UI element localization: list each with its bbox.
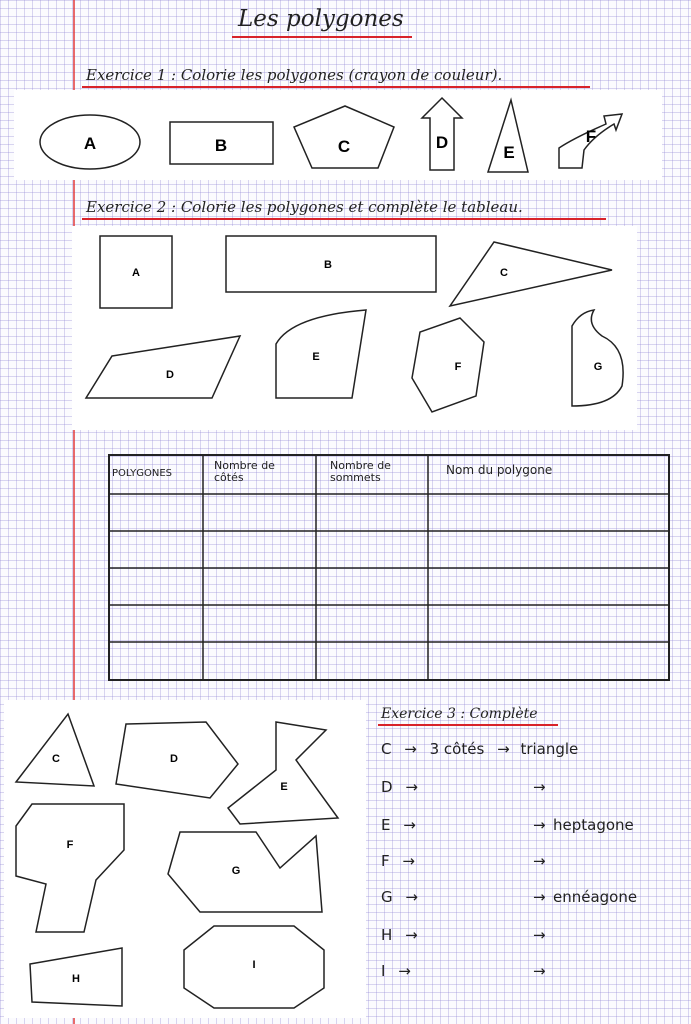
exercise3-shapes [4, 700, 366, 1018]
exercise1-title: Exercice 1 : Colorie les polygones (crayon de couleur). [86, 66, 503, 84]
shape-2F[interactable] [412, 318, 484, 412]
shape-1A[interactable] [40, 115, 140, 169]
shape-1D[interactable] [422, 98, 462, 170]
arrow-icon: → [533, 852, 546, 870]
table-grid [108, 454, 671, 682]
exercise2-panel [72, 226, 637, 430]
ex3-line-e [381, 816, 634, 834]
shape-2B[interactable] [226, 236, 436, 292]
shape-1E[interactable] [488, 100, 528, 172]
shape-2A-label: A [132, 267, 140, 279]
shape-3D-label: D [170, 753, 178, 765]
arrow-icon: → [398, 962, 411, 980]
ex3-sides: 3 côtés [429, 740, 485, 758]
arrow-icon: → [403, 816, 416, 834]
table-header-nom: Nom du polygone [446, 463, 553, 477]
ex3-line-d [381, 778, 546, 796]
ex3-letter: D [381, 778, 393, 796]
shape-2G[interactable] [572, 310, 623, 406]
shape-2C-label: C [500, 267, 508, 279]
ex3-name: ennéagone [553, 888, 638, 906]
ex3-name: triangle [520, 740, 579, 758]
shape-1A-label: A [83, 134, 97, 153]
arrow-icon: → [533, 926, 546, 944]
shape-3E[interactable] [228, 722, 338, 824]
shape-3F-label: F [66, 839, 74, 851]
shape-3C-label: C [52, 753, 60, 765]
shape-3H-label: H [72, 973, 80, 985]
shape-3H[interactable] [30, 948, 122, 1006]
shape-1B[interactable] [170, 122, 273, 164]
ex3-line-h [381, 926, 546, 944]
arrow-icon: → [533, 816, 546, 834]
table-header-cotes: Nombre de côtés [214, 459, 275, 484]
shape-1C[interactable] [294, 106, 394, 168]
shape-1C-label: C [337, 137, 351, 156]
shape-2C[interactable] [450, 242, 612, 306]
shape-2D-label: D [166, 369, 174, 381]
table-header-polygones: POLYGONES [112, 468, 173, 479]
shape-2F-label: F [454, 361, 462, 373]
ex3-name: heptagone [553, 816, 634, 834]
ex3-line-g [381, 888, 638, 906]
shape-3F[interactable] [16, 804, 124, 932]
shape-3G-label: G [231, 865, 241, 877]
arrow-icon: → [404, 740, 417, 758]
shape-3C[interactable] [16, 714, 94, 786]
title-underline [232, 36, 412, 38]
shape-3I-label: I [252, 959, 256, 971]
arrow-icon: → [533, 888, 546, 906]
shape-1B-label: B [214, 136, 228, 155]
ex3-letter: E [381, 816, 391, 834]
arrow-icon: → [402, 852, 415, 870]
ex3-line-f [381, 852, 546, 870]
shape-1F-label: F [585, 127, 597, 146]
polygon-table [108, 454, 671, 682]
arrow-icon: → [405, 926, 418, 944]
shape-1E-label: E [503, 143, 515, 162]
exercise1-panel [14, 90, 662, 180]
ex3-line-c [381, 740, 578, 758]
shape-2G-label: G [593, 361, 603, 373]
arrow-icon: → [533, 778, 546, 796]
shape-1D-label: D [435, 133, 449, 152]
shape-3D[interactable] [116, 722, 238, 798]
ex3-letter: H [381, 926, 393, 944]
arrow-icon: → [497, 740, 510, 758]
table-header-sommets: Nombre de sommets [330, 459, 391, 484]
shape-2A[interactable] [100, 236, 172, 308]
shape-2B-label: B [324, 259, 332, 271]
ex3-letter: G [381, 888, 393, 906]
arrow-icon: → [405, 778, 418, 796]
page-title: Les polygones [238, 6, 404, 32]
ex3-letter: F [381, 852, 390, 870]
shape-1F[interactable] [559, 114, 622, 168]
ex3-letter: I [381, 962, 386, 980]
shape-3E-label: E [280, 781, 288, 793]
ex3-letter: C [381, 740, 392, 758]
exercise1-underline [82, 86, 590, 88]
shape-2D[interactable] [86, 336, 240, 398]
shape-2E-label: E [312, 351, 320, 363]
exercise3-panel [4, 700, 366, 1018]
exercise3-underline [378, 724, 558, 726]
exercise3-title: Exercice 3 : Complète [381, 706, 538, 722]
arrow-icon: → [405, 888, 418, 906]
exercise2-shapes [72, 226, 637, 430]
arrow-icon: → [533, 962, 546, 980]
ex3-line-i [381, 962, 546, 980]
shape-3G[interactable] [168, 832, 322, 912]
exercise1-shapes [14, 90, 662, 180]
shape-3I[interactable] [184, 926, 324, 1008]
exercise2-title: Exercice 2 : Colorie les polygones et complète le tableau. [86, 198, 523, 216]
shape-2E[interactable] [276, 310, 366, 398]
exercise2-underline [82, 218, 606, 220]
